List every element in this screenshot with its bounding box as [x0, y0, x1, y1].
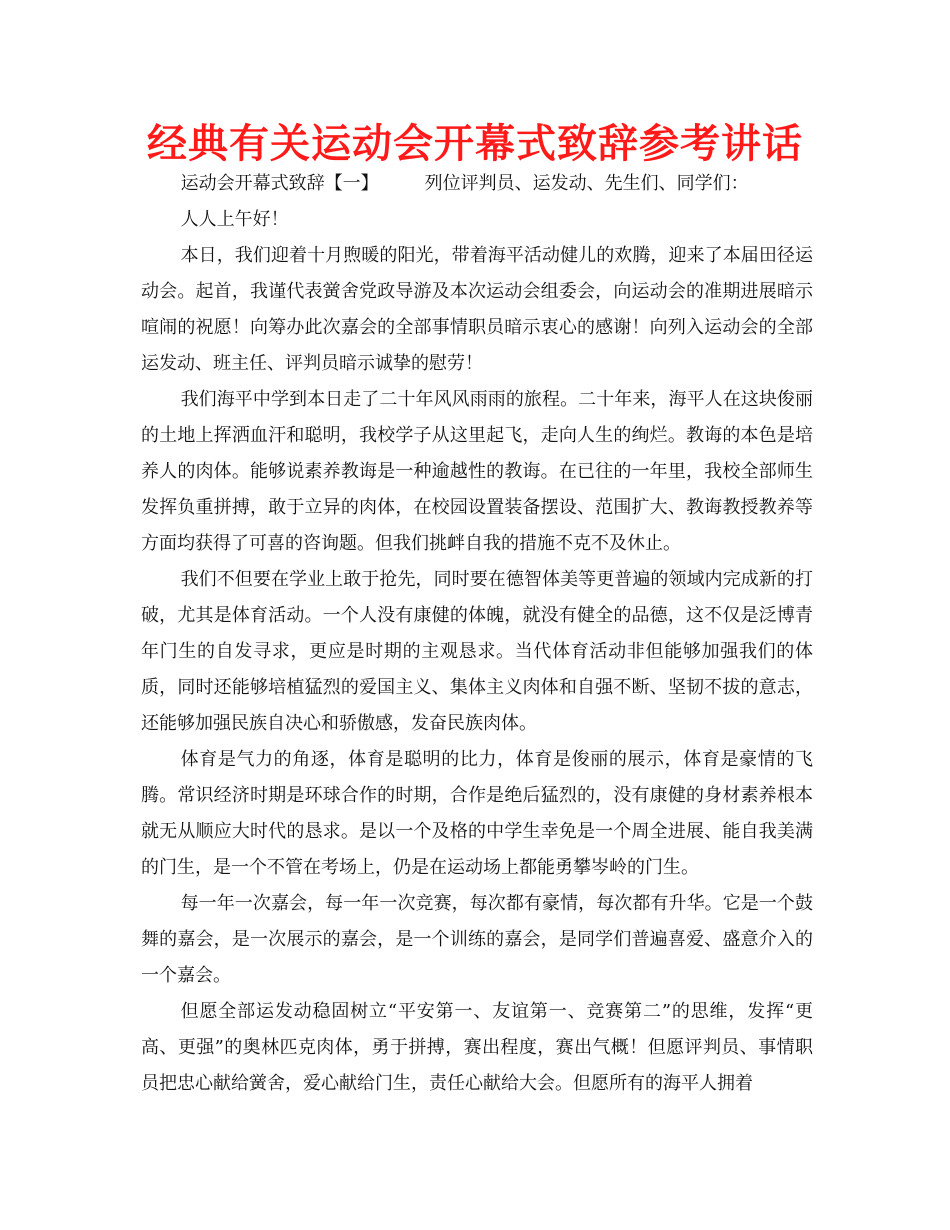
paragraph: 本日，我们迎着十月煦暖的阳光，带着海平活动健儿的欢腾，迎来了本届田径运动会。起首，我谨代表黉舍党政导游及本次运动会组委会，向运动会的准期进展暗示喧闹的祝愿！向筹办此次嘉会的全部事情职员暗示衷心的感谢！向列入运动会的全部运发动、班主任、评判员暗示诚挚的慰劳！ [141, 245, 813, 374]
paragraph: 体育是气力的角逐，体育是聪明的比力，体育是俊丽的展示，体育是豪情的飞腾。常识经济时期是环球合作的时期，合作是绝后猛烈的，没有康健的身材素养根本就无从顺应大时代的恳求。是以一个及格的中学生幸免是一个周全进展、能自我美满的门生，是一个不管在考场上，仍是在运动场上都能勇攀岑岭的门生。 [141, 749, 813, 878]
paragraph: 每一年一次嘉会，每一年一次竞赛，每次都有豪情，每次都有升华。它是一个鼓舞的嘉会，是一次展示的嘉会，是一个训练的嘉会，是同学们普遍喜爱、盛意介入的一个嘉会。 [141, 893, 813, 986]
paragraph: 我们海平中学到本日走了二十年风风雨雨的旅程。二十年来，海平人在这块俊丽的土地上挥洒血汗和聪明，我校学子从这里起飞，走向人生的绚烂。教诲的本色是培养人的肉体。能够说素养教诲是一种逾越性的教诲。在已往的一年里，我校全部师生发挥负重拼搏，敢于立异的肉体，在校园设置装备摆设、范围扩大、教诲教授教养等方面均获得了可喜的咨询题。但我们挑衅自我的措施不克不及休止。 [141, 389, 813, 554]
paragraph: 我们不但要在学业上敢于抢先，同时要在德智体美等更普遍的领域内完成新的打破，尤其是体育活动。一个人没有康健的体魄，就没有健全的品德，这不仅是泛博青年门生的自发寻求，更应是时期的主观恳求。当代体育活动非但能够加强我们的体质，同时还能够培植猛烈的爱国主义、集体主义肉体和自强不断、坚韧不拔的意志，还能够加强民族自决心和骄傲感，发奋民族肉体。 [141, 569, 813, 734]
greeting: 人人上午好！ [180, 209, 289, 230]
intro-heading: 运动会开幕式致辞【一】 [180, 173, 379, 194]
intro-line [141, 166, 813, 202]
paragraph: 但愿全部运发动稳固树立“平安第一、友谊第一、竞赛第二”的思维，发挥“更高、更强”的奥林匹克肉体，勇于拼搏，赛出程度，赛出气概！但愿评判员、事情职员把忠心献给黉舍，爱心献给门生，责任心献给大会。但愿所有的海平人拥着 [141, 1001, 813, 1094]
intro-address: 列位评判员、运发动、先生们、同学们： [424, 173, 749, 194]
document-title: 经典有关运动会开幕式致辞参考讲话 [147, 121, 803, 167]
document-body [141, 166, 813, 1102]
